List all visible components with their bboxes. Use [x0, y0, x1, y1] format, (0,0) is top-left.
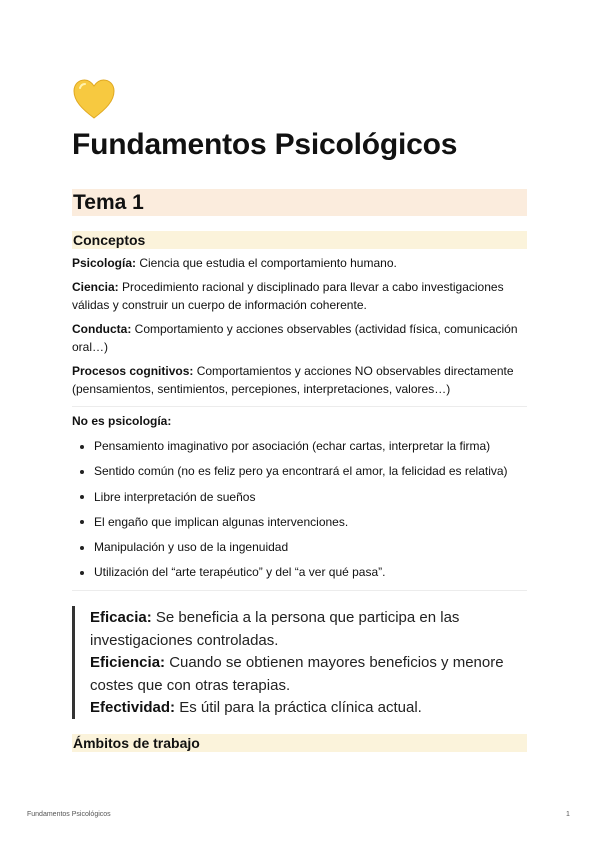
heading-conceptos	[72, 231, 527, 249]
quote-text: Es útil para la práctica clínica actual.	[175, 699, 422, 716]
list-item	[72, 436, 508, 461]
quote-efectividad	[90, 697, 520, 720]
list-item	[72, 537, 508, 562]
term: Eficiencia:	[90, 654, 166, 671]
heading-text: Conceptos	[73, 232, 146, 248]
quote-eficacia	[90, 607, 520, 652]
no-es-psicologia-label: No es psicología:	[72, 414, 172, 428]
list-item-text: Libre interpretación de sueños	[94, 489, 256, 504]
bullet-icon	[80, 470, 84, 474]
term: Eficacia:	[90, 609, 152, 626]
page-number: 1	[566, 811, 570, 818]
divider	[72, 406, 527, 407]
list-item	[72, 461, 508, 486]
definition-text: Comportamientos y acciones NO observables directamente (pensamientos, sentimientos, percepiones, interpretaciones, valores…)	[72, 364, 514, 396]
list-item-text: Sentido común (no es feliz pero ya encontrará el amor, la felicidad es relativa)	[94, 464, 508, 479]
list-item	[72, 562, 508, 587]
bullet-icon	[80, 495, 84, 499]
definition-procesos-cognitivos	[72, 362, 528, 398]
term: Procesos cognitivos:	[72, 364, 194, 378]
quote-block	[90, 607, 520, 720]
list-item	[72, 487, 508, 512]
list-item-text: Manipulación y uso de la ingenuidad	[94, 540, 289, 555]
divider	[72, 590, 527, 591]
definition-ciencia	[72, 278, 528, 314]
term: Ciencia:	[72, 280, 119, 294]
quote-eficiencia	[90, 652, 520, 697]
list-item-text: Pensamiento imaginativo por asociación (echar cartas, interpretar la firma)	[94, 439, 491, 453]
no-es-psicologia-list	[72, 436, 508, 588]
definition-psicologia	[72, 254, 528, 272]
yellow-heart-icon	[72, 78, 116, 120]
heading-text: Ámbitos de trabajo	[73, 735, 200, 751]
list-item-text: El engaño que implican algunas intervenciones.	[94, 514, 349, 529]
definition-text: Procedimiento racional y disciplinado para llevar a cabo investigaciones válidas y construir un cuerpo de información coherente.	[72, 280, 504, 312]
heading-tema-1	[72, 189, 527, 216]
term: Conducta:	[72, 322, 132, 336]
bullet-icon	[80, 520, 84, 524]
quote-text: Cuando se obtienen mayores beneficios y menore costes que con otras terapias.	[90, 654, 504, 694]
bullet-icon	[80, 445, 84, 449]
list-item-text: Utilización del “arte terapéutico” y del “a ver qué pasa”.	[94, 565, 386, 580]
definition-text: Comportamiento y acciones observables (actividad física, comunicación oral…)	[72, 322, 518, 354]
heading-ambitos	[72, 734, 527, 752]
term: Psicología:	[72, 256, 137, 270]
heading-text: Tema 1	[73, 191, 144, 214]
definition-text: Ciencia que estudia el comportamiento humano.	[136, 256, 397, 270]
footer-title: Fundamentos Psicológicos	[27, 811, 111, 818]
quote-bar	[72, 606, 75, 719]
list-item	[72, 512, 508, 537]
term: Efectividad:	[90, 699, 176, 716]
bullet-icon	[80, 571, 84, 575]
quote-text: Se beneficia a la persona que participa en las investigaciones controladas.	[90, 609, 460, 649]
definition-conducta	[72, 320, 528, 356]
page-title: Fundamentos Psicológicos	[72, 128, 458, 161]
bullet-icon	[80, 546, 84, 550]
